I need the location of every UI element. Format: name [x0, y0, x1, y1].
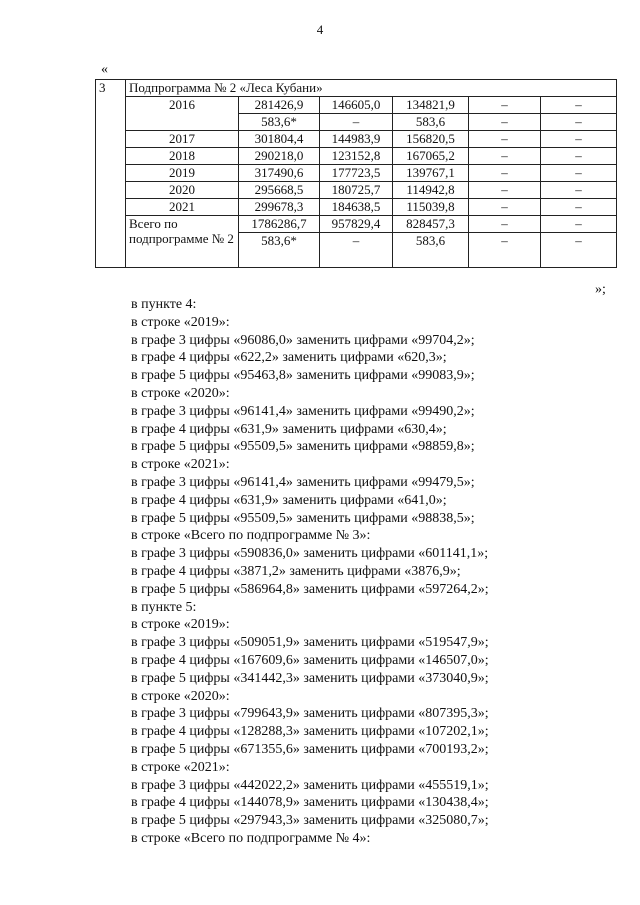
- close-quote-mark: »;: [595, 282, 606, 297]
- value-cell-c4: 180725,7: [320, 182, 393, 199]
- amendment-line: в графе 4 цифры «128288,3» заменить цифрами «107202,1»;: [131, 724, 489, 740]
- amendment-line: в графе 5 цифры «586964,8» заменить цифрами «597264,2»;: [131, 581, 489, 597]
- amendment-line: в графе 5 цифры «341442,3» заменить цифрами «373040,9»;: [131, 670, 489, 686]
- amendment-line: в графе 3 цифры «590836,0» заменить цифрами «601141,1»;: [131, 546, 489, 562]
- value-cell-c5: 139767,1: [393, 165, 469, 182]
- table-row: [96, 131, 617, 148]
- value-cell-c6: –: [469, 199, 541, 216]
- amendment-line: в пункте 4:: [131, 297, 197, 312]
- value-cell-c7: –: [541, 114, 617, 131]
- value-cell-c4: 144983,9: [320, 131, 393, 148]
- amendment-line: в графе 3 цифры «799643,9» заменить цифрами «807395,3»;: [131, 706, 489, 722]
- total-value-cell-c6: –: [469, 233, 541, 268]
- total-value-cell-c5: 583,6: [393, 233, 469, 268]
- value-cell-c4: 146605,0: [320, 97, 393, 114]
- table-title-row: [96, 80, 617, 97]
- total-value-cell-c4: –: [320, 233, 393, 268]
- amendment-line: в пункте 5:: [131, 599, 197, 615]
- page-number: 4: [316, 22, 324, 37]
- value-cell-c3: 281426,9: [239, 97, 320, 114]
- table-row: [96, 199, 617, 216]
- amendment-line: в графе 4 цифры «144078,9» заменить цифрами «130438,4»;: [131, 795, 489, 811]
- table-row: [96, 165, 617, 182]
- value-cell-c7: –: [541, 165, 617, 182]
- value-cell-c7: –: [541, 182, 617, 199]
- year-cell: 2019: [126, 165, 239, 182]
- amendment-line: в графе 5 цифры «95509,5» заменить цифрами «98838,5»;: [131, 510, 475, 526]
- year-cell: 2018: [126, 148, 239, 165]
- amendment-line: в строке «2021»:: [131, 759, 230, 775]
- value-cell-c3: 301804,4: [239, 131, 320, 148]
- value-cell-c4: –: [320, 114, 393, 131]
- amendment-line: в графе 3 цифры «509051,9» заменить цифрами «519547,9»;: [131, 635, 489, 651]
- value-cell-c7: –: [541, 97, 617, 114]
- year-cell: 2021: [126, 199, 239, 216]
- amendment-line: в графе 3 цифры «96086,0» заменить цифрами «99704,2»;: [131, 332, 475, 348]
- value-cell-c3: 299678,3: [239, 199, 320, 216]
- amendment-line: в графе 3 цифры «442022,2» заменить цифрами «455519,1»;: [131, 777, 489, 793]
- table-row: [96, 97, 617, 114]
- amendment-line: в графе 5 цифры «297943,3» заменить цифрами «325080,7»;: [131, 813, 489, 829]
- value-cell-c5: 114942,8: [393, 182, 469, 199]
- value-cell-c5: 134821,9: [393, 97, 469, 114]
- amendment-lines: [131, 296, 601, 848]
- total-value-cell-c3: 1786286,7: [239, 216, 320, 233]
- total-value-cell-c5: 828457,3: [393, 216, 469, 233]
- value-cell-c6: –: [469, 182, 541, 199]
- amendment-line: в графе 4 цифры «631,9» заменить цифрами «630,4»;: [131, 421, 447, 437]
- value-cell-c7: –: [541, 131, 617, 148]
- value-cell-c6: –: [469, 148, 541, 165]
- amendment-line: в строке «2019»:: [131, 314, 230, 330]
- value-cell-c6: –: [469, 165, 541, 182]
- total-label-cell: Всего по подпрограмме № 2: [126, 216, 239, 268]
- amendment-line: в графе 5 цифры «95509,5» заменить цифрами «98859,8»;: [131, 439, 475, 455]
- value-cell-c7: –: [541, 148, 617, 165]
- table-row: [96, 182, 617, 199]
- value-cell-c4: 123152,8: [320, 148, 393, 165]
- value-cell-c5: 115039,8: [393, 199, 469, 216]
- year-cell: 2016: [126, 97, 239, 131]
- amendment-line: в строке «Всего по подпрограмме № 4»:: [131, 830, 371, 846]
- amendment-line: в графе 4 цифры «622,2» заменить цифрами «620,3»;: [131, 350, 447, 366]
- table-total-row: [96, 216, 617, 233]
- value-cell-c5: 583,6: [393, 114, 469, 131]
- amendment-line: в строке «2019»:: [131, 617, 230, 633]
- amendment-line: в графе 3 цифры «96141,4» заменить цифрами «99490,2»;: [131, 403, 475, 419]
- total-value-cell-c6: –: [469, 216, 541, 233]
- amendment-line: в графе 4 цифры «631,9» заменить цифрами «641,0»;: [131, 492, 447, 508]
- amendment-line: в графе 5 цифры «95463,8» заменить цифрами «99083,9»;: [131, 368, 475, 384]
- year-cell: 2020: [126, 182, 239, 199]
- amendment-line: в строке «2020»:: [131, 688, 230, 704]
- amendment-line: в графе 3 цифры «96141,4» заменить цифрами «99479,5»;: [131, 474, 475, 490]
- total-value-cell-c7: –: [541, 233, 617, 268]
- value-cell-c5: 167065,2: [393, 148, 469, 165]
- total-value-cell-c7: –: [541, 216, 617, 233]
- amendment-line: в графе 5 цифры «671355,6» заменить цифрами «700193,2»;: [131, 741, 489, 757]
- value-cell-c5: 156820,5: [393, 131, 469, 148]
- total-value-cell-c4: 957829,4: [320, 216, 393, 233]
- row-number: 3: [96, 80, 126, 268]
- amendment-line: в графе 4 цифры «167609,6» заменить цифрами «146507,0»;: [131, 652, 489, 668]
- amendment-line: в строке «2020»:: [131, 385, 230, 401]
- value-cell-c3: 317490,6: [239, 165, 320, 182]
- total-value-cell-c3: 583,6*: [239, 233, 320, 268]
- amendment-line: в строке «2021»:: [131, 457, 230, 473]
- subprogram-title: Подпрограмма № 2 «Леса Кубани»: [126, 80, 617, 97]
- value-cell-c3: 295668,5: [239, 182, 320, 199]
- value-cell-c3: 290218,0: [239, 148, 320, 165]
- value-cell-c7: –: [541, 199, 617, 216]
- year-cell: 2017: [126, 131, 239, 148]
- table-row: [96, 148, 617, 165]
- subprogram-table: [95, 79, 617, 268]
- value-cell-c6: –: [469, 131, 541, 148]
- value-cell-c3: 583,6*: [239, 114, 320, 131]
- value-cell-c6: –: [469, 97, 541, 114]
- value-cell-c4: 184638,5: [320, 199, 393, 216]
- amendment-line: в графе 4 цифры «3871,2» заменить цифрами «3876,9»;: [131, 563, 461, 579]
- amendment-line: в строке «Всего по подпрограмме № 3»:: [131, 528, 371, 544]
- value-cell-c6: –: [469, 114, 541, 131]
- value-cell-c4: 177723,5: [320, 165, 393, 182]
- open-quote-mark: «: [101, 62, 108, 77]
